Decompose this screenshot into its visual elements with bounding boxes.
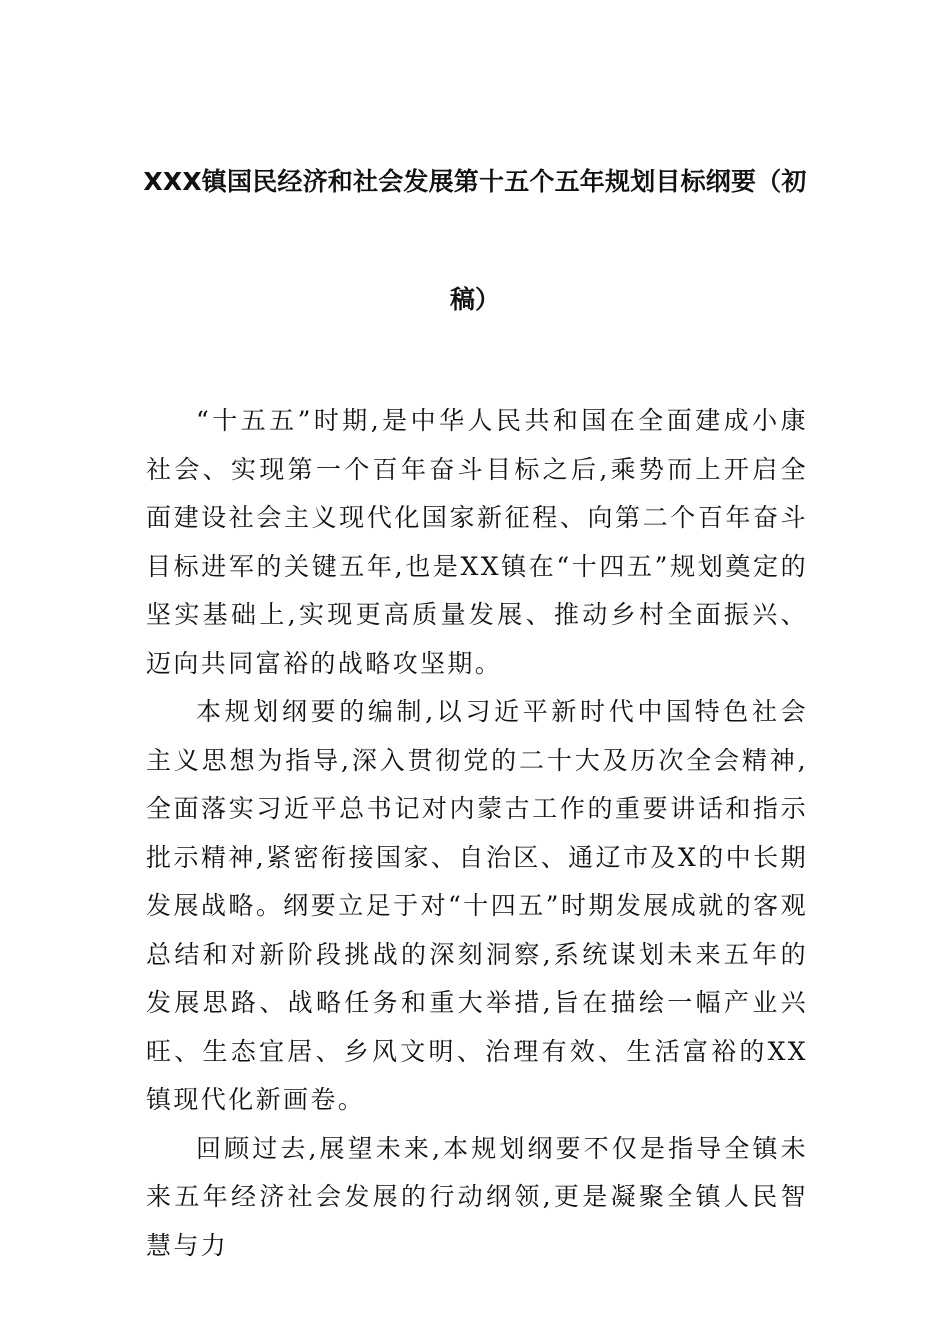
document-title-line-1: XXX镇国民经济和社会发展第十五个五年规划目标纲要（初 xyxy=(143,167,807,196)
document-title-line-2: 稿） xyxy=(449,285,500,314)
paragraph-3: 回顾过去,展望未来,本规划纲要不仅是指导全镇未来五年经济社会发展的行动纲领,更是凝聚全镇人民智慧与力 xyxy=(146,1133,808,1260)
paragraph-1: “十五五”时期,是中华人民共和国在全面建成小康社会、实现第一个百年奋斗目标之后,乘势而上开启全面建设社会主义现代化国家新征程、向第二个百年奋斗目标进军的关键五年,也是XX镇在“十四五”规划奠定的坚实基础上,实现更高质量发展、推动乡村全面振兴、迈向共同富裕的战略攻坚期。 xyxy=(146,406,808,678)
paragraph-2: 本规划纲要的编制,以习近平新时代中国特色社会主义思想为指导,深入贯彻党的二十大及历次全会精神,全面落实习近平总书记对内蒙古工作的重要讲话和指示批示精神,紧密衔接国家、自治区、通辽市及X的中长期发展战略。纲要立足于对“十四五”时期发展成就的客观总结和对新阶段挑战的深刻洞察,系统谋划未来五年的发展思路、战略任务和重大举措,旨在描绘一幅产业兴旺、生态宜居、乡风文明、治理有效、生活富裕的XX镇现代化新画卷。 xyxy=(146,697,808,1114)
document-body xyxy=(146,397,808,1270)
